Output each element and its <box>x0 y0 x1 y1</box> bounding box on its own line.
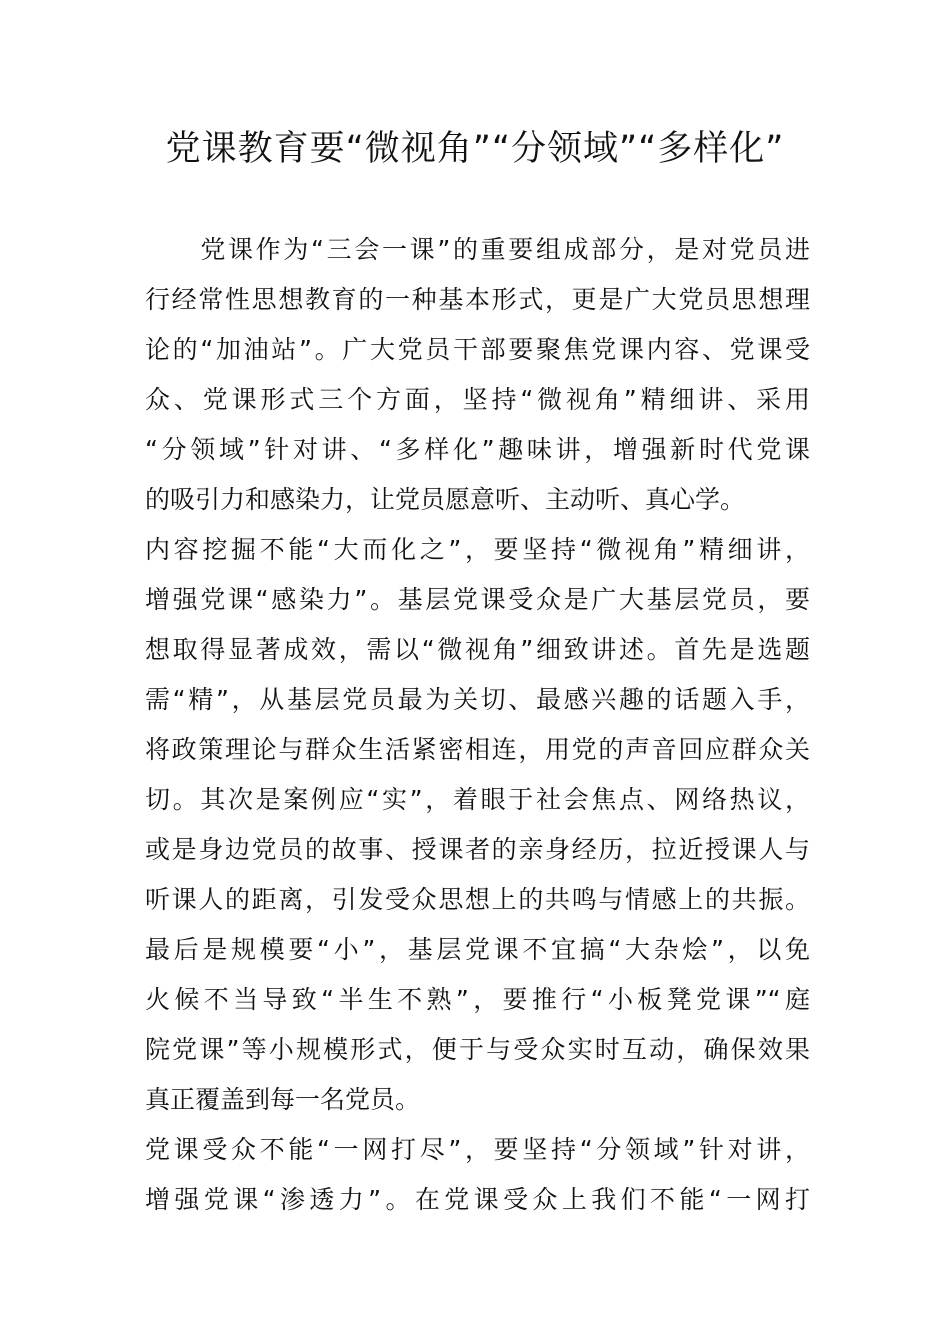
body-line: 行经常性思想教育的一种基本形式，更是广大党员思想理 <box>145 285 810 314</box>
body-line: 的吸引力和感染力，让党员愿意听、主动听、真心学。 <box>145 485 746 514</box>
body-line: 众、党课形式三个方面，坚持“微视角”精细讲、采用 <box>145 385 810 414</box>
body-line: 想取得显著成效，需以“微视角”细致讲述。首先是选题 <box>145 635 810 664</box>
body-line: 需“精”，从基层党员最为关切、最感兴趣的话题入手， <box>145 685 810 714</box>
document-title: 党课教育要“微视角”“分领域”“多样化” <box>165 129 785 169</box>
body-line: 增强党课“渗透力”。在党课受众上我们不能“一网打 <box>145 1185 810 1214</box>
body-line: 火候不当导致“半生不熟”，要推行“小板凳党课”“庭 <box>145 985 810 1014</box>
body-line: 切。其次是案例应“实”，着眼于社会焦点、网络热议， <box>145 785 810 814</box>
body-line: 院党课”等小规模形式，便于与受众实时互动，确保效果 <box>145 1035 810 1064</box>
body-line: 或是身边党员的故事、授课者的亲身经历，拉近授课人与 <box>145 835 810 864</box>
body-line: 党课受众不能“一网打尽”，要坚持“分领域”针对讲， <box>145 1135 810 1164</box>
body-line: 增强党课“感染力”。基层党课受众是广大基层党员，要 <box>145 585 810 614</box>
body-line: 最后是规模要“小”，基层党课不宜搞“大杂烩”，以免 <box>145 935 810 964</box>
body-line: 听课人的距离，引发受众思想上的共鸣与情感上的共振。 <box>145 885 810 914</box>
body-line: 论的“加油站”。广大党员干部要聚焦党课内容、党课受 <box>145 335 810 364</box>
body-line: 将政策理论与群众生活紧密相连，用党的声音回应群众关 <box>145 735 810 764</box>
body-line: 内容挖掘不能“大而化之”，要坚持“微视角”精细讲， <box>145 535 810 564</box>
body-line: “分领域”针对讲、“多样化”趣味讲，增强新时代党课 <box>145 435 810 464</box>
body-line: 党课作为“三会一课”的重要组成部分，是对党员进 <box>145 235 810 264</box>
body-line: 真正覆盖到每一名党员。 <box>145 1085 421 1114</box>
